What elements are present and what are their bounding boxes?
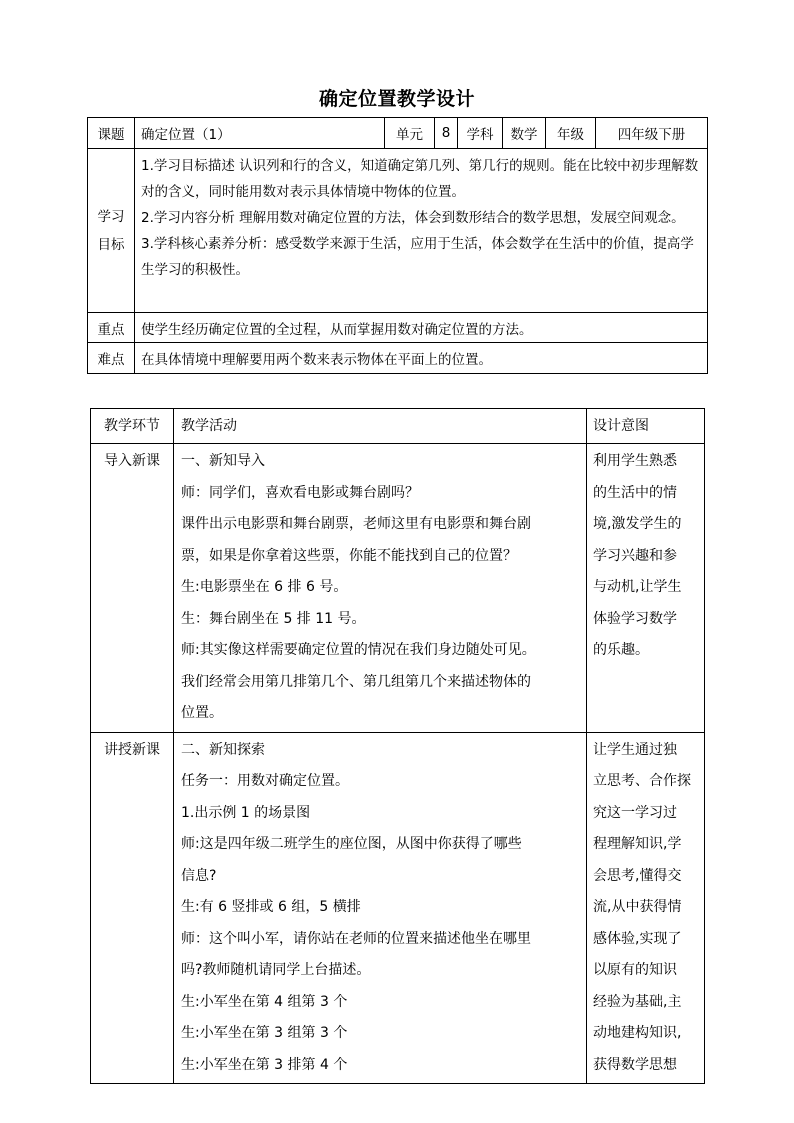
- intent-line: 立思考、合作探: [593, 773, 691, 789]
- intent-line: 的乐趣。: [593, 642, 649, 658]
- intent-line: 学习兴趣和参: [593, 547, 677, 564]
- goals-content: [135, 149, 708, 313]
- difficulty-value: 在具体情境中理解要用两个数来表示物体在平面上的位置。: [135, 343, 708, 374]
- activity-intro: [174, 444, 587, 733]
- intent-line: 以原有的知识: [593, 962, 677, 978]
- intent-line: 体验学习数学: [593, 610, 677, 627]
- subject-label: 学科: [458, 118, 503, 149]
- activity-line: 1.出示例 1 的场景图: [181, 804, 311, 821]
- activity-line: 课件出示电影票和舞台剧票，老师这里有电影票和舞台剧: [181, 516, 531, 532]
- plan-header-row: [91, 409, 705, 444]
- activity-line: 生:小军坐在第 4 组第 3 个: [181, 993, 348, 1010]
- intent-line: 动地建构知识,: [593, 1025, 682, 1041]
- activity-line: 位置。: [181, 705, 223, 721]
- goals-label-line-2: 目标: [97, 236, 125, 253]
- intent-line: 会思考,懂得交: [593, 867, 682, 884]
- intent-line: 经验为基础,主: [593, 993, 682, 1010]
- intent-line: 与动机,让学生: [593, 579, 682, 595]
- intent-line: 究这一学习过: [593, 804, 677, 821]
- difficulty-label: 难点: [88, 343, 135, 374]
- header-intent: 设计意图: [587, 409, 705, 444]
- activity-line: 师:这是四年级二班学生的座位图，从图中你获得了哪些: [181, 836, 522, 852]
- activity-line: 师：同学们，喜欢看电影或舞台剧吗？: [181, 484, 419, 501]
- activity-line: 信息?: [181, 867, 217, 884]
- stage-new-lesson: 讲授新课: [91, 732, 174, 1084]
- page-title: 确定位置教学设计: [318, 88, 475, 110]
- topic-value: 确定位置（1）: [135, 118, 385, 149]
- activity-line: 生:小军坐在第 3 排第 4 个: [181, 1056, 348, 1073]
- unit-value: 8: [435, 118, 458, 149]
- grade-value: 四年级下册: [596, 118, 708, 149]
- unit-label: 单元: [385, 118, 435, 149]
- course-info-table: [87, 117, 708, 374]
- plan-row-intro: [91, 444, 705, 733]
- intent-new-lesson: [587, 732, 705, 1084]
- goal-item: 2.学习内容分析 理解用数对确定位置的方法，体会到数形结合的数学思想，发展空间观念。: [141, 210, 685, 226]
- key-point-label: 重点: [88, 313, 135, 343]
- activity-line: 票，如果是你拿着这些票，你能不能找到自己的位置？: [181, 547, 517, 564]
- activity-line: 生：舞台剧坐在 5 排 11 号。: [181, 610, 366, 627]
- header-stage: 教学环节: [91, 409, 174, 444]
- activity-line: 生:电影票坐在 6 排 6 号。: [181, 579, 348, 595]
- info-row-key-point: [88, 313, 708, 343]
- intent-line: 让学生通过独: [593, 741, 677, 758]
- info-row-topic: [88, 118, 708, 149]
- intent-line: 境,激发学生的: [593, 516, 682, 532]
- key-point-value: 使学生经历确定位置的全过程，从而掌握用数对确定位置的方法。: [135, 313, 708, 343]
- activity-line: 任务一：用数对确定位置。: [181, 773, 349, 789]
- intent-line: 利用学生熟悉: [593, 453, 677, 469]
- intent-line: 程理解知识,学: [593, 836, 682, 852]
- activity-line: 师：这个叫小军，请你站在老师的位置来描述他坐在哪里: [181, 930, 531, 947]
- activity-line: 二、新知探索: [181, 741, 265, 758]
- info-row-goals: [88, 149, 708, 313]
- grade-label: 年级: [546, 118, 596, 149]
- activity-new-lesson: [174, 732, 587, 1084]
- activity-line: 生:小军坐在第 3 组第 3 个: [181, 1025, 348, 1041]
- topic-label: 课题: [88, 118, 135, 149]
- intent-line: 流,从中获得情: [593, 899, 682, 915]
- goals-label: [88, 149, 135, 313]
- activity-line: 吗?教师随机请同学上台描述。: [181, 962, 371, 978]
- activity-line: 生:有 6 竖排或 6 组，5 横排: [181, 899, 361, 915]
- goal-item: 3.学科核心素养分析：感受数学来源于生活，应用于生活，体会数学在生活中的价值，提高学生学习的积极性。: [141, 236, 694, 278]
- subject-value: 数学: [503, 118, 546, 149]
- activity-line: 一、新知导入: [181, 453, 265, 469]
- intent-line: 获得数学思想: [593, 1056, 677, 1073]
- activity-line: 我们经常会用第几排第几个、第几组第几个来描述物体的: [181, 673, 531, 690]
- plan-row-new-lesson: [91, 732, 705, 1084]
- activity-line: 师:其实像这样需要确定位置的情况在我们身边随处可见。: [181, 642, 536, 658]
- intent-line: 的生活中的情: [593, 484, 677, 501]
- intent-intro: [587, 444, 705, 733]
- info-row-difficulty: [88, 343, 708, 374]
- intent-line: 感体验,实现了: [593, 930, 682, 947]
- goals-label-line-1: 学习: [97, 208, 125, 225]
- teaching-plan-table: [90, 408, 705, 1084]
- goal-item: 1.学习目标描述 认识列和行的含义，知道确定第几列、第几行的规则。能在比较中初步理解数对的含义，同时能用数对表示具体情境中物体的位置。: [141, 158, 699, 200]
- stage-intro: 导入新课: [91, 444, 174, 733]
- header-activity: 教学活动: [174, 409, 587, 444]
